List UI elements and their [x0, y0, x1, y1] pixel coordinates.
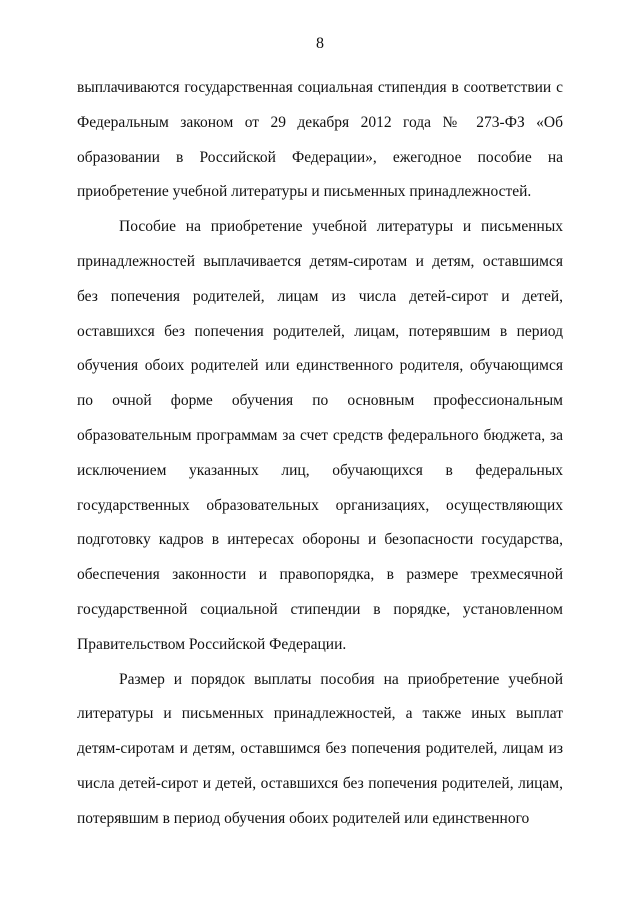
paragraph-payment-procedure: Размер и порядок выплаты пособия на приобретение учебной литературы и письменных принадлежностей, а также иных выплат детям-сиротам и детям, оставшимся без попечения родителей, лицам из числа детей-сирот и детей, оставшихся без попечения родителей, лицам, потерявшим в период обучения обоих родителей или единственного [77, 670, 563, 827]
document-body [77, 71, 563, 837]
paragraph-allowance-recipients: Пособие на приобретение учебной литературы и письменных принадлежностей выплачивается детям-сиротам и детям, оставшимся без попечения родителей, лицам из числа детей-сирот и детей, оставшихся без попечения родителей, лицам, потерявшим в период обучения обоих родителей или единственного родителя, обучающимся по очной форме обучения по основным профессиональным образовательным программам за счет средств федерального бюджета, за исключением указанных лиц, обучающихся в федеральных государственных образовательных организациях, осуществляющих подготовку кадров в интересах обороны и безопасности государства, обеспечения законности и правопорядка, в размере трехмесячной государственной социальной стипендии в порядке, установленном Правительством Российской Федерации. [77, 218, 563, 653]
page-number: 8 [316, 35, 324, 52]
paragraph-continuation: выплачиваются государственная социальная стипендия в соответствии с Федеральным законом от 29 декабря 2012 года № 273-ФЗ «Об образовании в Российской Федерации», ежегодное пособие на приобретение учебной литературы и письменных принадлежностей. [77, 79, 563, 201]
